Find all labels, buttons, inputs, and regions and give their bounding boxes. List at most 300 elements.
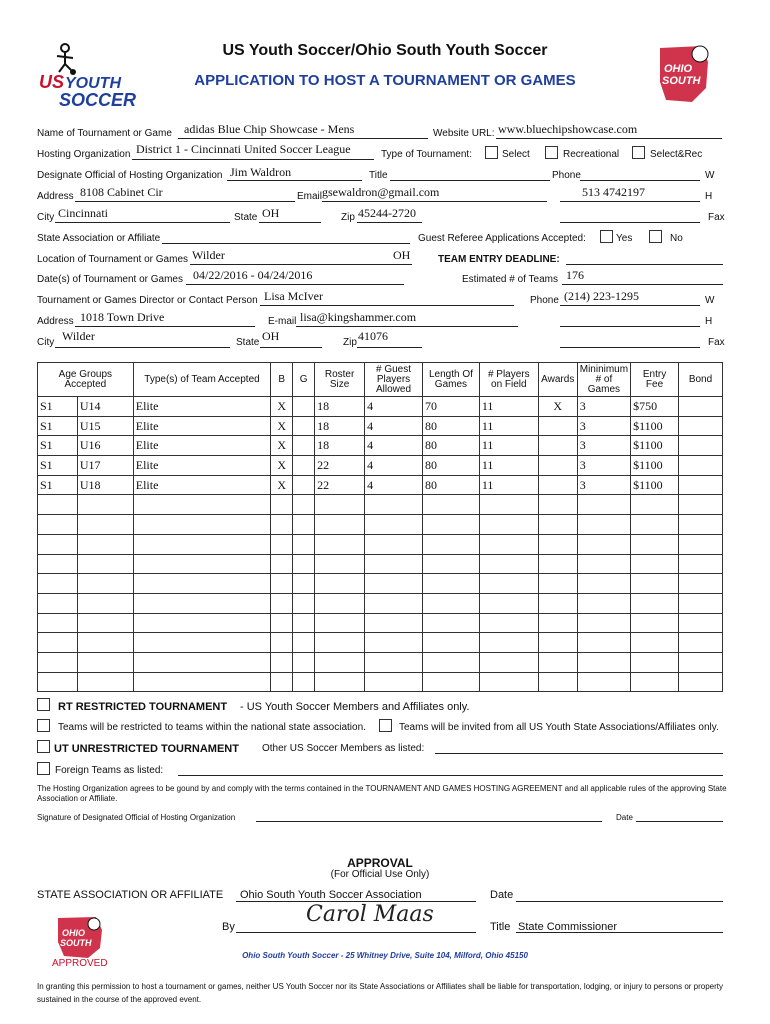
table-cell[interactable] <box>271 574 293 594</box>
th-age-groups: Age Groups Accepted <box>38 363 134 397</box>
table-cell[interactable] <box>577 672 630 692</box>
table-cell[interactable]: U18 <box>77 475 133 495</box>
table-cell[interactable] <box>365 613 423 633</box>
table-cell[interactable]: S1 <box>38 397 78 417</box>
logo-us-text: US <box>39 72 65 92</box>
table-cell[interactable] <box>315 554 365 574</box>
table-row <box>38 416 723 436</box>
table-cell[interactable] <box>538 593 577 613</box>
fax-label: Fax <box>708 212 725 223</box>
table-cell[interactable] <box>422 593 479 613</box>
director-phone-field[interactable]: (214) 223-1295 <box>564 289 639 303</box>
table-cell[interactable] <box>293 436 315 456</box>
table-cell[interactable] <box>133 554 271 574</box>
table-cell[interactable] <box>133 672 271 692</box>
table-cell[interactable] <box>293 672 315 692</box>
table-cell[interactable]: 80 <box>422 456 479 476</box>
table-cell[interactable] <box>293 633 315 653</box>
table-cell[interactable] <box>577 554 630 574</box>
designate-label: Designate Official of Hosting Organization <box>37 170 223 181</box>
table-cell[interactable] <box>133 574 271 594</box>
table-cell[interactable] <box>631 672 679 692</box>
director-label: Tournament or Games Director or Contact Person <box>37 295 258 306</box>
table-cell[interactable] <box>293 515 315 535</box>
table-cell[interactable] <box>631 652 679 672</box>
national-checkbox[interactable] <box>37 719 50 732</box>
table-cell[interactable] <box>479 534 538 554</box>
th-entry-fee: Entry Fee <box>631 363 679 397</box>
director-state-label: State <box>236 337 260 348</box>
table-row <box>38 456 723 476</box>
table-cell[interactable]: Elite <box>133 436 271 456</box>
table-cell[interactable]: 4 <box>365 416 423 436</box>
table-cell[interactable] <box>77 495 133 515</box>
table-cell[interactable] <box>271 652 293 672</box>
location-field[interactable]: Wilder <box>192 248 225 262</box>
foreign-label: Foreign Teams as listed: <box>55 765 164 776</box>
table-cell[interactable] <box>679 534 723 554</box>
deadline-label: TEAM ENTRY DEADLINE: <box>438 254 560 265</box>
table-cell[interactable] <box>577 495 630 515</box>
guest-ref-yes-checkbox[interactable] <box>600 230 613 243</box>
table-cell[interactable] <box>133 613 271 633</box>
table-cell[interactable] <box>77 534 133 554</box>
table-cell[interactable]: 22 <box>315 475 365 495</box>
table-cell[interactable] <box>422 633 479 653</box>
location-label: Location of Tournament or Games <box>37 254 189 265</box>
table-cell[interactable] <box>293 495 315 515</box>
table-cell[interactable] <box>422 534 479 554</box>
signature-date-label: Date <box>616 813 633 822</box>
state-label: State <box>234 212 258 223</box>
table-cell[interactable] <box>315 515 365 535</box>
table-cell[interactable]: 80 <box>422 416 479 436</box>
disclaimer-text: In granting this permission to host a tournament or games, neither US Youth Soccer nor its State Associations or Affiliates shall be liable for transportation, lodging, or injury to persons or property sustained in the course of the approved event. <box>37 982 723 1004</box>
table-cell[interactable] <box>315 534 365 554</box>
table-cell[interactable]: 80 <box>422 475 479 495</box>
phone-h-label: H <box>705 191 713 202</box>
dates-field[interactable]: 04/22/2016 - 04/24/2016 <box>193 268 313 282</box>
table-cell[interactable] <box>365 672 423 692</box>
table-cell[interactable] <box>679 456 723 476</box>
table-cell[interactable] <box>77 652 133 672</box>
table-cell[interactable]: S1 <box>38 416 78 436</box>
table-cell[interactable] <box>38 515 78 535</box>
table-cell[interactable]: U15 <box>77 416 133 436</box>
table-cell[interactable] <box>422 613 479 633</box>
table-cell[interactable]: X <box>271 475 293 495</box>
table-row <box>38 475 723 495</box>
table-cell[interactable] <box>479 495 538 515</box>
approval-title: APPROVAL <box>347 856 413 870</box>
table-cell[interactable] <box>38 633 78 653</box>
table-cell[interactable] <box>271 554 293 574</box>
director-email-label: E-mail <box>268 316 297 327</box>
age-groups-table <box>37 362 723 692</box>
table-cell[interactable]: 11 <box>479 436 538 456</box>
table-cell[interactable] <box>77 515 133 535</box>
table-cell[interactable] <box>679 633 723 653</box>
th-b: B <box>271 363 293 397</box>
table-cell[interactable] <box>679 554 723 574</box>
table-row-empty <box>38 574 723 594</box>
table-cell[interactable] <box>631 633 679 653</box>
table-cell[interactable]: 4 <box>365 436 423 456</box>
signature-label: Signature of Designated Official of Hosting Organization <box>37 813 236 822</box>
ohio-south-logo <box>652 42 716 106</box>
dates-label: Date(s) of Tournament or Games <box>37 274 183 285</box>
table-cell[interactable] <box>293 554 315 574</box>
table-cell[interactable] <box>77 593 133 613</box>
table-cell[interactable]: U14 <box>77 397 133 417</box>
table-cell[interactable]: $1100 <box>631 416 679 436</box>
table-cell[interactable] <box>679 436 723 456</box>
table-cell[interactable] <box>538 613 577 633</box>
table-cell[interactable]: $750 <box>631 397 679 417</box>
email-label: Email <box>297 191 323 202</box>
foreign-checkbox[interactable] <box>37 762 50 775</box>
approval-signature: Carol Maas <box>306 902 434 927</box>
th-g: G <box>293 363 315 397</box>
table-row-empty <box>38 515 723 535</box>
page-subtitle: APPLICATION TO HOST A TOURNAMENT OR GAMES <box>194 72 576 89</box>
table-cell[interactable]: X <box>271 436 293 456</box>
table-cell[interactable] <box>538 574 577 594</box>
city-field[interactable]: Cincinnati <box>58 206 108 220</box>
table-cell[interactable] <box>479 574 538 594</box>
table-cell[interactable] <box>679 495 723 515</box>
table-cell[interactable] <box>577 652 630 672</box>
table-cell[interactable] <box>315 593 365 613</box>
state-field[interactable]: OH <box>262 206 280 220</box>
table-cell[interactable]: 3 <box>577 397 630 417</box>
table-cell[interactable] <box>422 574 479 594</box>
table-cell[interactable] <box>38 554 78 574</box>
guest-ref-yes-label: Yes <box>616 233 633 244</box>
table-cell[interactable] <box>271 534 293 554</box>
table-cell[interactable] <box>315 495 365 515</box>
th-length: Length Of Games <box>422 363 479 397</box>
table-cell[interactable] <box>679 574 723 594</box>
table-cell[interactable] <box>679 475 723 495</box>
table-cell[interactable] <box>271 672 293 692</box>
table-cell[interactable] <box>679 416 723 436</box>
email-field[interactable]: gsewaldron@gmail.com <box>322 185 440 199</box>
table-cell[interactable]: U17 <box>77 456 133 476</box>
table-cell[interactable]: 11 <box>479 397 538 417</box>
director-zip-field[interactable]: 41076 <box>358 329 388 343</box>
table-cell[interactable] <box>293 456 315 476</box>
table-cell[interactable]: 18 <box>315 436 365 456</box>
table-cell[interactable] <box>679 672 723 692</box>
table-cell[interactable] <box>577 633 630 653</box>
table-cell[interactable] <box>538 554 577 574</box>
table-cell[interactable] <box>133 633 271 653</box>
table-cell[interactable] <box>631 534 679 554</box>
table-cell[interactable]: S1 <box>38 436 78 456</box>
table-row-empty <box>38 613 723 633</box>
table-cell[interactable] <box>365 574 423 594</box>
table-cell[interactable] <box>538 495 577 515</box>
guest-ref-label: Guest Referee Applications Accepted: <box>418 233 586 244</box>
th-players-on-field: # Players on Field <box>479 363 538 397</box>
type-select-checkbox[interactable] <box>485 146 498 159</box>
table-cell[interactable]: U16 <box>77 436 133 456</box>
table-cell[interactable]: $1100 <box>631 475 679 495</box>
table-cell[interactable] <box>479 633 538 653</box>
table-cell[interactable] <box>133 495 271 515</box>
page-title: US Youth Soccer/Ohio South Youth Soccer <box>222 42 548 59</box>
table-cell[interactable] <box>538 672 577 692</box>
rt-title: RT RESTRICTED TOURNAMENT <box>58 701 228 713</box>
table-cell[interactable] <box>538 416 577 436</box>
table-cell[interactable] <box>631 554 679 574</box>
table-cell[interactable] <box>77 613 133 633</box>
ut-checkbox[interactable] <box>37 740 50 753</box>
director-zip-label: Zip <box>343 337 357 348</box>
guest-ref-no-checkbox[interactable] <box>649 230 662 243</box>
table-cell[interactable]: 11 <box>479 416 538 436</box>
est-teams-field[interactable]: 176 <box>566 268 584 282</box>
table-cell[interactable] <box>293 574 315 594</box>
table-cell[interactable] <box>422 515 479 535</box>
name-label: Name of Tournament or Game <box>37 128 172 139</box>
table-cell[interactable]: 3 <box>577 436 630 456</box>
director-address-field[interactable]: 1018 Town Drive <box>80 310 165 324</box>
table-cell[interactable] <box>293 475 315 495</box>
table-cell[interactable]: 80 <box>422 436 479 456</box>
phone-w-label: W <box>705 170 715 181</box>
table-cell[interactable] <box>38 672 78 692</box>
table-cell[interactable] <box>315 652 365 672</box>
table-cell[interactable]: S1 <box>38 456 78 476</box>
director-state-field[interactable]: OH <box>262 329 280 343</box>
table-cell[interactable]: 4 <box>365 475 423 495</box>
th-bond: Bond <box>679 363 723 397</box>
table-cell[interactable] <box>422 495 479 515</box>
table-cell[interactable] <box>365 495 423 515</box>
table-cell[interactable] <box>315 613 365 633</box>
table-row-empty <box>38 672 723 692</box>
table-cell[interactable]: S1 <box>38 475 78 495</box>
type-select-rec-checkbox[interactable] <box>632 146 645 159</box>
table-cell[interactable] <box>293 534 315 554</box>
director-field[interactable]: Lisa McIver <box>264 289 323 303</box>
table-cell[interactable] <box>479 613 538 633</box>
website-field[interactable]: www.bluechipshowcase.com <box>498 122 638 136</box>
table-cell[interactable]: $1100 <box>631 436 679 456</box>
approval-state-label: STATE ASSOCIATION OR AFFILIATE <box>37 889 224 901</box>
table-cell[interactable] <box>315 574 365 594</box>
table-cell[interactable] <box>293 416 315 436</box>
table-cell[interactable]: X <box>538 397 577 417</box>
table-row <box>38 436 723 456</box>
table-cell[interactable]: Elite <box>133 416 271 436</box>
table-cell[interactable] <box>133 534 271 554</box>
table-cell[interactable] <box>679 397 723 417</box>
title-label: Title <box>369 170 388 181</box>
table-cell[interactable] <box>77 574 133 594</box>
table-cell[interactable] <box>479 593 538 613</box>
approval-sub: (For Official Use Only) <box>330 869 430 880</box>
table-cell[interactable] <box>38 593 78 613</box>
table-cell[interactable] <box>365 633 423 653</box>
table-cell[interactable]: Elite <box>133 475 271 495</box>
table-cell[interactable]: 4 <box>365 456 423 476</box>
table-row-empty <box>38 534 723 554</box>
director-w-label: W <box>705 295 715 306</box>
table-cell[interactable] <box>631 574 679 594</box>
ut-title: UT UNRESTRICTED TOURNAMENT <box>54 743 239 755</box>
table-cell[interactable] <box>479 554 538 574</box>
th-roster-size: Roster Size <box>315 363 365 397</box>
approved-stamp: APPROVED <box>52 958 108 969</box>
table-cell[interactable] <box>538 534 577 554</box>
approval-by-label: By <box>222 921 235 933</box>
table-cell[interactable] <box>133 593 271 613</box>
table-cell[interactable] <box>577 613 630 633</box>
table-cell[interactable] <box>365 534 423 554</box>
logo-soccer-text: SOCCER <box>59 90 137 110</box>
table-cell[interactable] <box>271 613 293 633</box>
table-cell[interactable] <box>422 554 479 574</box>
table-cell[interactable] <box>293 652 315 672</box>
table-cell[interactable] <box>631 613 679 633</box>
director-city-label: City <box>37 337 55 348</box>
table-cell[interactable] <box>631 495 679 515</box>
official-field[interactable]: Jim Waldron <box>230 165 292 179</box>
hosting-org-label: Hosting Organization <box>37 149 131 160</box>
table-cell[interactable] <box>538 436 577 456</box>
director-phone-label: Phone <box>530 295 559 306</box>
table-row-empty <box>38 652 723 672</box>
zip-label: Zip <box>341 212 355 223</box>
approval-title-value[interactable]: State Commissioner <box>518 921 618 933</box>
table-cell[interactable] <box>479 652 538 672</box>
table-cell[interactable] <box>577 534 630 554</box>
table-cell[interactable] <box>38 534 78 554</box>
table-cell[interactable] <box>479 515 538 535</box>
table-cell[interactable] <box>77 672 133 692</box>
table-cell[interactable]: 11 <box>479 456 538 476</box>
table-cell[interactable] <box>679 593 723 613</box>
location-state-field[interactable]: OH <box>393 248 411 262</box>
type-recreational-checkbox[interactable] <box>545 146 558 159</box>
table-cell[interactable] <box>679 652 723 672</box>
table-cell[interactable] <box>577 574 630 594</box>
svg-text:OHIO: OHIO <box>62 928 86 938</box>
table-cell[interactable] <box>577 593 630 613</box>
hosting-org-field[interactable]: District 1 - Cincinnati United Soccer League <box>136 142 351 156</box>
th-team-type: Type(s) of Team Accepted <box>133 363 271 397</box>
table-cell[interactable] <box>365 554 423 574</box>
table-cell[interactable]: 70 <box>422 397 479 417</box>
table-cell[interactable] <box>679 613 723 633</box>
table-cell[interactable] <box>577 515 630 535</box>
director-fax-label: Fax <box>708 337 725 348</box>
table-cell[interactable] <box>365 652 423 672</box>
table-cell[interactable] <box>422 672 479 692</box>
table-cell[interactable]: Elite <box>133 456 271 476</box>
th-min-games: Mininimum # of Games <box>577 363 630 397</box>
table-cell[interactable] <box>38 574 78 594</box>
table-cell[interactable] <box>538 633 577 653</box>
table-cell[interactable] <box>77 633 133 653</box>
table-cell[interactable] <box>422 652 479 672</box>
table-cell[interactable] <box>271 593 293 613</box>
table-cell[interactable] <box>679 515 723 535</box>
table-cell[interactable] <box>538 515 577 535</box>
address-field[interactable]: 8108 Cabinet Cir <box>80 185 163 199</box>
table-cell[interactable] <box>293 397 315 417</box>
table-cell[interactable] <box>365 593 423 613</box>
tournament-name-field[interactable]: adidas Blue Chip Showcase - Mens <box>184 122 355 136</box>
table-cell[interactable] <box>271 495 293 515</box>
table-cell[interactable] <box>271 633 293 653</box>
invited-checkbox[interactable] <box>379 719 392 732</box>
table-cell[interactable] <box>631 593 679 613</box>
est-teams-label: Estimated # of Teams <box>462 274 558 285</box>
table-cell[interactable]: $1100 <box>631 456 679 476</box>
table-cell[interactable]: 3 <box>577 475 630 495</box>
table-row-empty <box>38 495 723 515</box>
table-cell[interactable] <box>77 554 133 574</box>
table-cell[interactable] <box>538 652 577 672</box>
table-cell[interactable] <box>271 515 293 535</box>
table-cell[interactable]: 3 <box>577 416 630 436</box>
rt-checkbox[interactable] <box>37 698 50 711</box>
type-recreational-label: Recreational <box>563 149 620 160</box>
table-cell[interactable] <box>315 672 365 692</box>
approval-state-value[interactable]: Ohio South Youth Soccer Association <box>240 889 422 901</box>
director-city-field[interactable]: Wilder <box>62 329 95 343</box>
table-cell[interactable] <box>38 495 78 515</box>
table-cell[interactable]: X <box>271 456 293 476</box>
table-cell[interactable]: 11 <box>479 475 538 495</box>
table-cell[interactable]: 22 <box>315 456 365 476</box>
table-cell[interactable]: 3 <box>577 456 630 476</box>
table-cell[interactable]: X <box>271 416 293 436</box>
table-cell[interactable]: 18 <box>315 397 365 417</box>
guest-ref-no-label: No <box>670 233 683 244</box>
invited-label: Teams will be invited from all US Youth State Associations/Affiliates only. <box>399 722 719 733</box>
table-cell[interactable]: Elite <box>133 397 271 417</box>
table-cell[interactable] <box>133 652 271 672</box>
table-cell[interactable] <box>38 652 78 672</box>
table-cell[interactable] <box>538 456 577 476</box>
director-email-field[interactable]: lisa@kingshammer.com <box>300 310 417 324</box>
table-cell[interactable] <box>133 515 271 535</box>
table-cell[interactable] <box>365 515 423 535</box>
table-cell[interactable] <box>479 672 538 692</box>
table-cell[interactable] <box>538 475 577 495</box>
phone-h-field[interactable]: 513 4742197 <box>582 185 645 199</box>
type-select-label: Select <box>502 149 530 160</box>
table-cell[interactable]: 4 <box>365 397 423 417</box>
table-cell[interactable] <box>293 613 315 633</box>
table-cell[interactable] <box>315 633 365 653</box>
website-label: Website URL: <box>433 128 495 139</box>
zip-field[interactable]: 45244-2720 <box>358 206 416 220</box>
th-guest-players: # Guest Players Allowed <box>365 363 423 397</box>
rt-desc: - US Youth Soccer Members and Affiliates only. <box>240 701 470 713</box>
table-row-empty <box>38 593 723 613</box>
table-cell[interactable]: 18 <box>315 416 365 436</box>
table-cell[interactable] <box>38 613 78 633</box>
table-cell[interactable]: X <box>271 397 293 417</box>
table-cell[interactable] <box>293 593 315 613</box>
table-cell[interactable] <box>631 515 679 535</box>
